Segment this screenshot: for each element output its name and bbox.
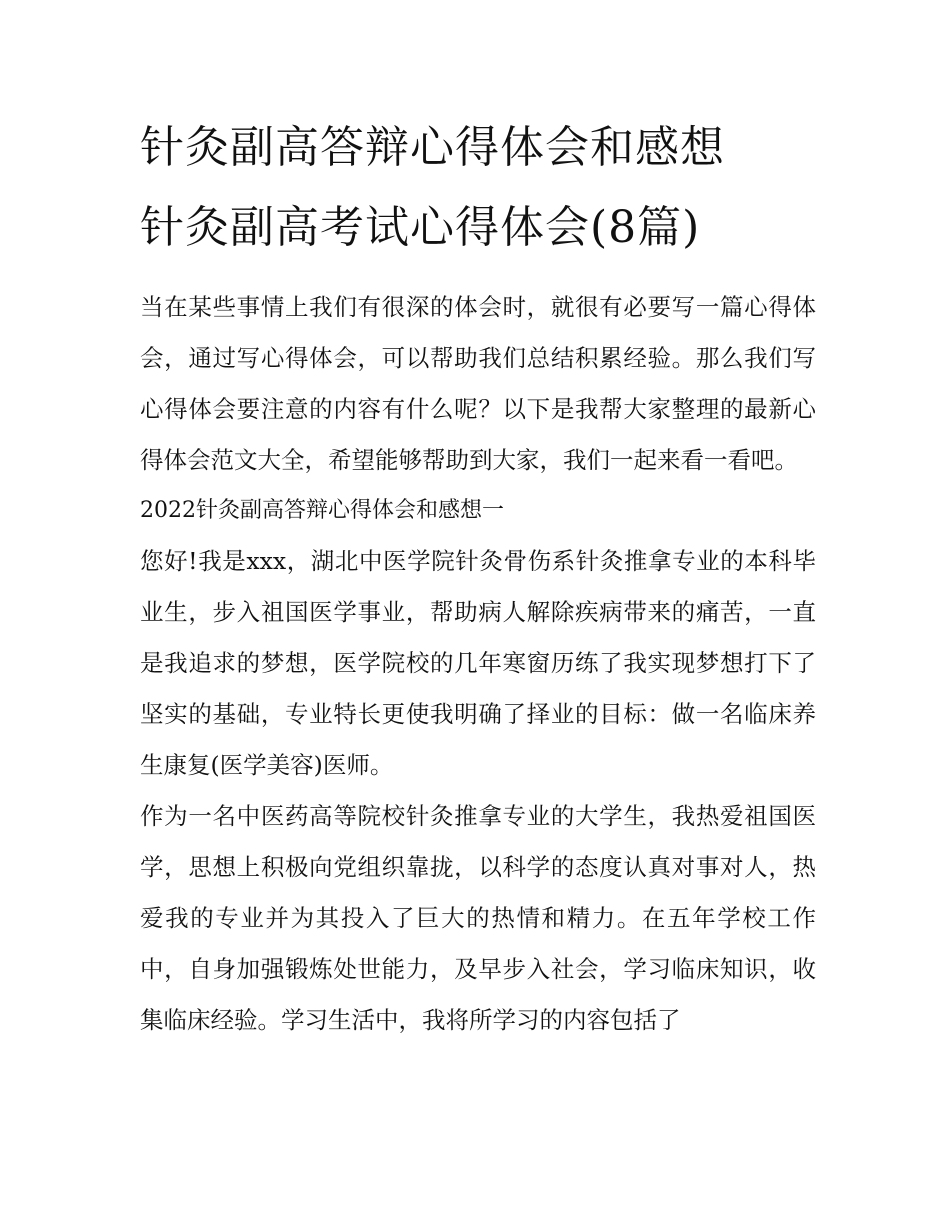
body-paragraph-2: 作为一名中医药高等院校针灸推拿专业的大学生，我热爱祖国医学，思想上积极向党组织靠拢，以科学的态度认真对事对人，热爱我的专业并为其投入了巨大的热情和精力。在五年学校工作中，自身加强锻炼处世能力，及早步入社会，学习临床知识，收集临床经验。学习生活中，我将所学习的内容包括了 <box>140 802 816 1034</box>
document-body <box>140 108 816 1046</box>
document-title <box>140 108 816 268</box>
title-line-2: 针灸副高考试心得体会(8篇) <box>140 202 701 253</box>
title-line-1: 针灸副高答辩心得体会和感想 <box>140 122 725 173</box>
body-paragraph-1: 您好!我是xxx，湖北中医学院针灸骨伤系针灸推拿专业的本科毕业生，步入祖国医学事业，帮助病人解除疾病带来的痛苦，一直是我追求的梦想，医学院校的几年寒窗历练了我实现梦想打下了坚实的基础，专业特长更使我明确了择业的目标：做一名临床养生康复(医学美容)医师。 <box>140 547 816 779</box>
intro-paragraph: 当在某些事情上我们有很深的体会时，就很有必要写一篇心得体会，通过写心得体会，可以帮助我们总结积累经验。那么我们写心得体会要注意的内容有什么呢？以下是我帮大家整理的最新心得体会范文大全，希望能够帮助到大家，我们一起来看一看吧。 <box>140 293 816 474</box>
section-heading: 2022针灸副高答辩心得体会和感想一 <box>140 498 504 523</box>
